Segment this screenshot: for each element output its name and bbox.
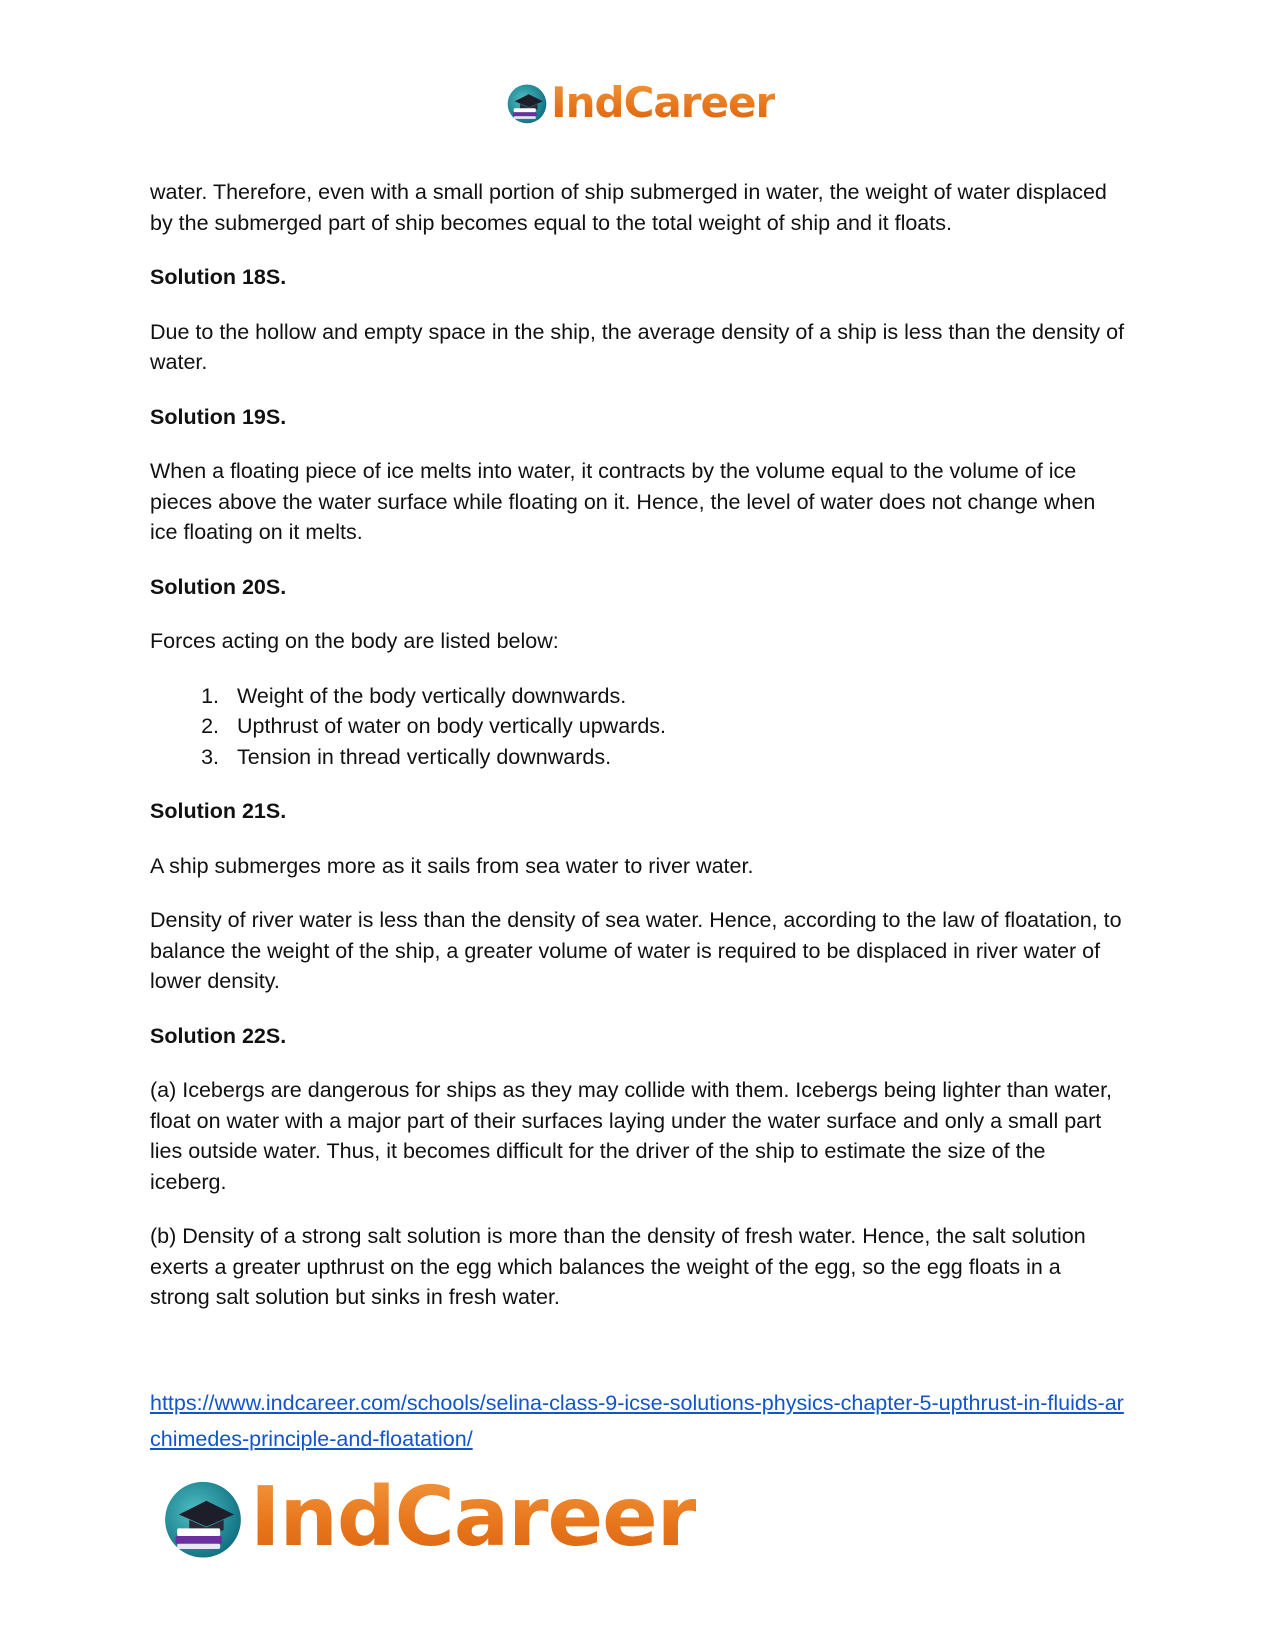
- graduation-cap-globe-icon: [505, 81, 549, 125]
- solution-22-text-a: (a) Icebergs are dangerous for ships as they may collide with them. Icebergs being lighter than water, float on water with a major part of their surfaces laying under the water surface and only a small part lies outside water. Thus, it becomes difficult for the driver of the ship to estimate the size of the iceberg.: [150, 1078, 1113, 1194]
- solution-19-heading: Solution 19S.: [150, 404, 287, 429]
- logo-wordmark: IndCareer: [250, 1470, 697, 1565]
- solution-19-text: When a floating piece of ice melts into water, it contracts by the volume equal to the volume of ice pieces above the water surface while floating on it. Hence, the level of water does not change when ice floating on it melts.: [150, 459, 1096, 544]
- solution-18-heading: Solution 18S.: [150, 265, 287, 289]
- source-link[interactable]: https://www.indcareer.com/schools/selina-class-9-icse-solutions-physics-chapter-5-upthrust-in-fluids-archimedes-principle-and-floatation/: [150, 1391, 1124, 1451]
- intro-paragraph: water. Therefore, even with a small portion of ship submerged in water, the weight of water displaced by the submerged part of ship becomes equal to the total weight of ship and it floats.: [150, 180, 1107, 235]
- graduation-cap-globe-icon: [160, 1475, 246, 1561]
- list-item: 2. Upthrust of water on body vertically upwards.: [225, 711, 1125, 742]
- forces-list: [150, 681, 1125, 773]
- solutions-content: [150, 177, 1125, 1337]
- footer-logo: [160, 1470, 696, 1566]
- solution-18-text: Due to the hollow and empty space in the ship, the average density of a ship is less than the density of water.: [150, 319, 1125, 374]
- solution-20-heading: Solution 20S.: [150, 574, 287, 599]
- solution-21-heading: Solution 21S.: [150, 799, 287, 823]
- solution-22-text-b: (b) Density of a strong salt solution is more than the density of fresh water. Hence, the salt solution exerts a greater upthrust on the egg which balances the weight of the egg, so the egg floats in a strong salt solution but sinks in fresh water.: [150, 1224, 1086, 1309]
- list-item: 1. Weight of the body vertically downwards.: [225, 681, 1125, 712]
- logo-wordmark: IndCareer: [551, 78, 776, 127]
- solution-22-heading: Solution 22S.: [150, 1023, 287, 1048]
- solution-21-text-2: Density of river water is less than the density of sea water. Hence, according to the law of floatation, to balance the weight of the ship, a greater volume of water is required to be displaced in river water of lower density.: [150, 908, 1122, 993]
- solution-20-text: Forces acting on the body are listed below:: [150, 629, 559, 653]
- list-item: 3. Tension in thread vertically downwards.: [225, 742, 1125, 773]
- header-logo: [505, 78, 775, 128]
- solution-21-text-1: A ship submerges more as it sails from sea water to river water.: [150, 853, 754, 878]
